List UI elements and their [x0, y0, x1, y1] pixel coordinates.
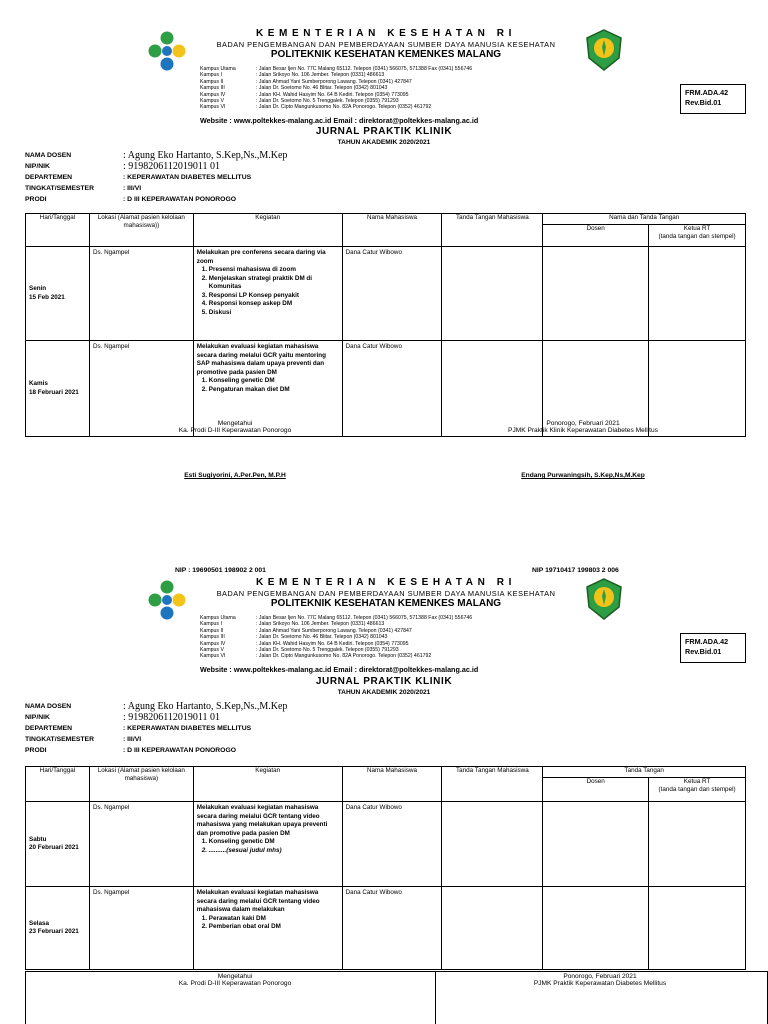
activity-item: 2. Pengaturan makan diet DM	[209, 386, 339, 395]
kemenkes-logo	[146, 579, 188, 621]
campus-row: Kampus V : Jalan Dr. Soetomo No. 5 Trenggalek. Telepon (0355) 791293	[200, 98, 399, 105]
journal-sheet-1	[0, 24, 768, 524]
row-rt-signature	[649, 802, 746, 887]
journal-table	[25, 766, 746, 970]
campus-row: Kampus V : Jalan Dr. Soetomo No. 5 Trenggalek. Telepon (0355) 791293	[200, 647, 399, 654]
col-group-signatures: Nama dan Tanda Tangan	[543, 214, 746, 225]
signature-left: Mengetahui Ka. Prodi D-III Keperawatan Ponorogo Esti Sugiyorini, A.Per.Pen, M.P.H	[140, 420, 330, 479]
row-student: Dana Catur Wibowo	[342, 247, 442, 341]
col-student: Nama Mahasiswa	[342, 214, 442, 247]
col-group-signatures: Tanda Tangan	[543, 767, 746, 778]
signature-right: Ponorogo, Februari 2021 PJMK Praktik Keperawatan Diabetes Mellitus	[533, 973, 667, 987]
letterhead	[196, 577, 576, 610]
campus-row: Kampus I : Jalan Srikoyo No. 106 Jember. Telepon (0331) 486613	[200, 72, 385, 79]
col-rt-head: Ketua RT (tanda tangan dan stempel)	[649, 225, 746, 247]
signer-left-name: Esti Sugiyorini, A.Per.Pen, M.P.H	[184, 472, 286, 479]
row-activity: Melakukan evaluasi kegiatan mahasiswa secara daring melalui GCR yaitu mentoring SAP mahasiswa dalam upaya preventi dan promotive pada pasien DM 1. Konseling genetic DM 2. Pengaturan makan diet DM	[193, 341, 342, 437]
lecturer-info: NAMA DOSEN : Agung Eko Hartanto, S.Kep,Ns.,M.Kep NIP/NIK : 9198206112019011 01 DEPARTEMEN : KEPERAWATAN DIABETES MELLITUS TINGKAT/SEMESTER : III/VI PRODI : D III KEPERAWATAN PONOROGO	[25, 150, 288, 203]
form-revision: Rev.Bid.01	[685, 647, 722, 656]
journal-title: JURNAL PRAKTIK KLINIK	[315, 676, 453, 687]
row-lecturer-signature	[543, 887, 649, 970]
col-location: Lokasi (Alamat pasien kelolaan mahasiswa)	[89, 767, 193, 802]
form-code-box	[680, 84, 746, 114]
agency-name: BADAN PENGEMBANGAN DAN PEMBERDAYAAN SUMBER DAYA MANUSIA KESEHATAN	[216, 589, 556, 598]
col-student: Nama Mahasiswa	[342, 767, 442, 802]
row-date: Sabtu 20 Februari 2021	[26, 802, 90, 887]
agency-name: BADAN PENGEMBANGAN DAN PEMBERDAYAAN SUMBER DAYA MANUSIA KESEHATAN	[216, 40, 556, 49]
campus-row: Kampus Utama : Jalan Besar Ijen No. 77C Malang 65112. Telepon (0341) 566075, 571388 Fax (0341) 556746	[200, 66, 473, 72]
col-activity: Kegiatan	[193, 214, 342, 247]
journal-table	[25, 213, 746, 437]
row-location: Ds. Ngampel	[89, 247, 193, 341]
campus-row: Kampus III : Jalan Dr. Soetomo No. 46 Blitar. Telepon (0342) 801043	[200, 85, 388, 92]
lecturer-info: NAMA DOSEN : Agung Eko Hartanto, S.Kep,Ns.,M.Kep NIP/NIK : 9198206112019011 01 DEPARTEMEN : KEPERAWATAN DIABETES MELLITUS TINGKAT/SEMESTER : III/VI PRODI : D III KEPERAWATAN PONOROGO	[25, 701, 288, 754]
lecturer-name: : Agung Eko Hartanto, S.Kep,Ns.,M.Kep	[123, 150, 288, 161]
campus-row: Kampus I : Jalan Srikoyo No. 106 Jember. Telepon (0331) 486613	[200, 621, 385, 628]
row-date: Senin 15 Feb 2021	[26, 247, 90, 341]
campus-address-list	[200, 615, 472, 660]
department: : KEPERAWATAN DIABETES MELLITUS	[123, 174, 252, 181]
row-lecturer-signature	[543, 802, 649, 887]
campus-row: Kampus IV : Jalan KH. Wahid Hasyim No. 64 B Kediri. Telepon (0354) 773095	[200, 91, 409, 98]
col-lecturer: Dosen	[543, 778, 649, 802]
activity-item: 2. ..........(sesuai judul mhs)	[209, 847, 339, 856]
row-student-signature	[442, 247, 543, 341]
row-date: Selasa 23 Februari 2021	[26, 887, 90, 970]
activity-item: 1. Presensi mahasiswa di zoom	[209, 266, 339, 275]
campus-row: Kampus IV : Jalan KH. Wahid Hasyim No. 64 B Kediri. Telepon (0354) 773095	[200, 640, 409, 647]
signature-left: Mengetahui Ka. Prodi D-III Keperawatan Ponorogo	[178, 973, 292, 987]
nip-right: NIP 19710417 199803 2 006	[532, 567, 619, 574]
campus-row: Kampus Utama : Jalan Besar Ijen No. 77C Malang 65112. Telepon (0341) 566075, 571388 Fax (0341) 556746	[200, 615, 473, 621]
col-activity: Kegiatan	[193, 767, 342, 802]
activity-item: 2. Pemberian obat oral DM	[209, 923, 339, 932]
table-row	[26, 802, 746, 887]
col-location: Lokasi (Alamat pasien kelolaan mahasiswa))	[89, 214, 193, 247]
row-rt-signature	[649, 247, 746, 341]
row-student-signature	[442, 887, 543, 970]
row-activity: Melakukan evaluasi kegiatan mahasiswa secara daring melalui GCR tentang video mahasiswa dalam melakukan 1. Perawatan kaki DM 2. Pemberian obat oral DM	[193, 887, 342, 970]
level-semester: : III/VI	[123, 736, 142, 743]
letterhead	[196, 28, 576, 61]
website-email-line: Website : www.poltekkes-malang.ac.id Email : direktorat@poltekkes-malang.ac.id	[200, 665, 479, 674]
activity-item: 1. Konseling genetic DM	[209, 838, 339, 847]
row-location: Ds. Ngampel	[89, 341, 193, 437]
row-student: Dana Catur Wibowo	[342, 802, 442, 887]
table-row	[26, 247, 746, 341]
institution-name: POLITEKNIK KESEHATAN KEMENKES MALANG	[270, 598, 502, 609]
signature-divider	[435, 972, 436, 1024]
journal-subtitle: TAHUN AKADEMIK 2020/2021	[337, 139, 431, 146]
campus-row: Kampus II : Jalan Ahmad Yani Sumberporong Lawang. Telepon (0341) 427847	[200, 78, 412, 85]
row-location: Ds. Ngampel	[89, 802, 193, 887]
department: : KEPERAWATAN DIABETES MELLITUS	[123, 725, 252, 732]
row-location: Ds. Ngampel	[89, 887, 193, 970]
lecturer-name: : Agung Eko Hartanto, S.Kep,Ns.,M.Kep	[123, 701, 288, 712]
activity-item: 4. Responsi konsep askep DM	[209, 300, 339, 309]
poltekkes-emblem	[584, 577, 624, 621]
form-revision: Rev.Bid.01	[685, 98, 722, 107]
activity-item: 1. Perawatan kaki DM	[209, 915, 339, 924]
journal-subtitle: TAHUN AKADEMIK 2020/2021	[337, 689, 431, 696]
form-code-box	[680, 633, 746, 663]
col-student-signature: Tanda Tangan Mahasiswa	[442, 214, 543, 247]
form-code: FRM.ADA.42	[685, 88, 729, 97]
ministry-name: KEMENTERIAN KESEHATAN RI	[255, 577, 517, 588]
campus-address-list	[200, 66, 472, 111]
col-day-date: Hari/Tanggal	[26, 214, 90, 247]
website-email-line: Website : www.poltekkes-malang.ac.id Email : direktorat@poltekkes-malang.ac.id	[200, 116, 479, 125]
col-day-date: Hari/Tanggal	[26, 767, 90, 802]
nip-left: NIP : 19690501 198902 2 001	[175, 567, 266, 574]
journal-sheet-2	[0, 567, 768, 1024]
col-student-signature: Tanda Tangan Mahasiswa	[442, 767, 543, 802]
activity-item: 1. Konseling genetic DM	[209, 377, 339, 386]
kemenkes-logo	[146, 30, 188, 72]
activity-item: 3. Responsi LP Konsep penyakit	[209, 292, 339, 301]
row-student: Dana Catur Wibowo	[342, 887, 442, 970]
table-row	[26, 887, 746, 970]
row-date: Kamis 18 Februari 2021	[26, 341, 90, 437]
signer-right-name: Endang Purwaningsih, S.Kep,Ns,M.Kep	[521, 472, 645, 479]
campus-row: Kampus II : Jalan Ahmad Yani Sumberporong Lawang. Telepon (0341) 427847	[200, 627, 412, 634]
campus-row: Kampus VI : Jalan Dr. Cipto Mangunkusomo No. 82A Ponorogo. Telepon (0352) 461792	[200, 653, 432, 660]
lecturer-nip: : 9198206112019011 01	[123, 712, 221, 723]
lecturer-nip: : 9198206112019011 01	[123, 161, 221, 172]
activity-item: 2. Menjelaskan strategi praktik DM di Komunitas	[209, 275, 339, 292]
row-activity: Melakukan evaluasi kegiatan mahasiswa secara daring melalui GCR tentang video mahasiswa yang melakukan upaya preventi dan promotive pada pasien DM 1. Konseling genetic DM 2. ..........(sesuai judul mhs)	[193, 802, 342, 887]
level-semester: : III/VI	[123, 185, 142, 192]
row-rt-signature	[649, 887, 746, 970]
campus-row: Kampus III : Jalan Dr. Soetomo No. 46 Blitar. Telepon (0342) 801043	[200, 634, 388, 641]
col-lecturer: Dosen	[543, 225, 649, 247]
row-lecturer-signature	[543, 247, 649, 341]
activity-item: 5. Diskusi	[209, 309, 339, 318]
col-rt-head: Ketua RT (tanda tangan dan stempel)	[649, 778, 746, 802]
row-activity: Melakukan pre conferens secara daring via zoom 1. Presensi mahasiswa di zoom 2. Menjelaskan strategi praktik DM di Komunitas 3. Responsi LP Konsep penyakit 4. Responsi konsep askep DM 5. Diskusi	[193, 247, 342, 341]
signature-right: Ponorogo, Februari 2021 PJMK Praktik Klinik Keperawatan Diabetes Mellitus Endang Purwaningsih, S.Kep,Ns,M.Kep	[478, 420, 688, 479]
row-student-signature	[442, 802, 543, 887]
study-program: : D III KEPERAWATAN PONOROGO	[123, 747, 237, 754]
ministry-name: KEMENTERIAN KESEHATAN RI	[255, 28, 517, 39]
campus-row: Kampus VI : Jalan Dr. Cipto Mangunkusomo No. 82A Ponorogo. Telepon (0352) 461792	[200, 104, 432, 111]
journal-title: JURNAL PRAKTIK KLINIK	[315, 126, 453, 137]
institution-name: POLITEKNIK KESEHATAN KEMENKES MALANG	[270, 49, 502, 60]
study-program: : D III KEPERAWATAN PONOROGO	[123, 196, 237, 203]
poltekkes-emblem	[584, 28, 624, 72]
row-student: Dana Catur Wibowo	[342, 341, 442, 437]
form-code: FRM.ADA.42	[685, 637, 729, 646]
